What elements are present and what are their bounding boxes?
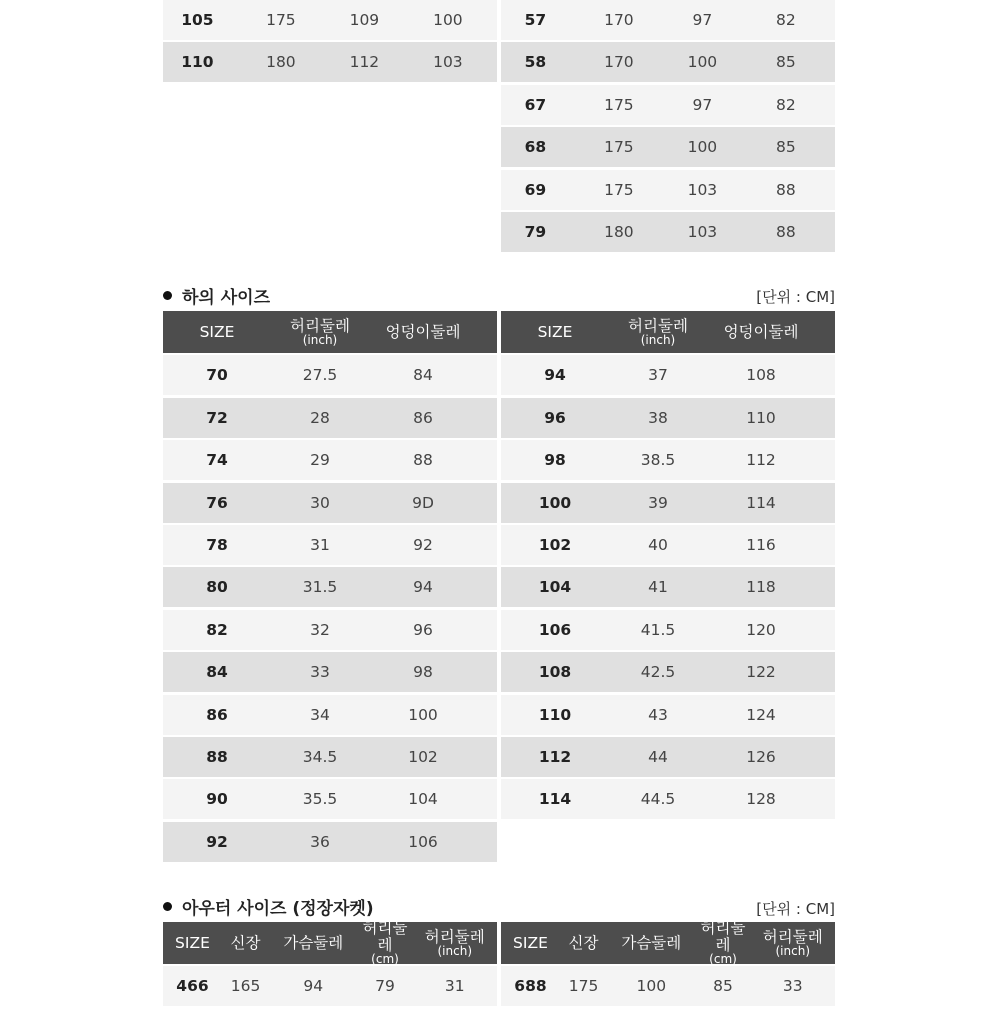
table-cell: 103	[687, 180, 718, 199]
table-cell: 37	[648, 366, 668, 385]
header-chest: 가슴둘레	[621, 933, 682, 952]
table-cell: 88	[776, 180, 796, 199]
header-size: SIZE	[513, 933, 548, 952]
table-cell: 103	[687, 222, 718, 241]
table-row	[163, 0, 497, 40]
header-waist: 허리둘레 (inch)	[628, 316, 688, 347]
table-row	[501, 42, 835, 82]
table-row	[501, 695, 835, 735]
table-row	[501, 652, 835, 692]
table-cell: 32	[310, 620, 330, 639]
outer-table-right	[501, 919, 835, 1009]
table-cell: 85	[776, 138, 796, 157]
table-row	[501, 355, 835, 395]
table-cell: 103	[433, 53, 463, 72]
table-cell: 118	[746, 578, 776, 597]
size-cell: 104	[538, 578, 572, 597]
table-cell: 100	[687, 53, 718, 72]
table-row	[163, 567, 497, 607]
size-cell: 88	[206, 747, 228, 766]
header-hip: 엉덩이둘레	[723, 322, 799, 341]
table-row	[163, 355, 497, 395]
table-cell: 114	[746, 493, 776, 512]
size-cell: 67	[524, 95, 547, 114]
table-cell: 112	[746, 451, 776, 470]
size-cell: 102	[538, 535, 572, 554]
size-cell: 57	[524, 11, 547, 29]
size-cell: 466	[176, 977, 209, 996]
table-row	[501, 440, 835, 480]
table-cell: 165	[230, 977, 261, 996]
table-row	[163, 398, 497, 438]
size-cell: 58	[524, 53, 547, 72]
table-row	[501, 170, 835, 210]
table-cell: 36	[310, 832, 330, 851]
table-cell: 108	[746, 366, 776, 385]
table-cell: 116	[746, 535, 776, 554]
header-size: SIZE	[537, 322, 573, 341]
table-cell: 100	[636, 977, 667, 996]
size-cell: 110	[181, 53, 214, 72]
size-cell: 112	[538, 747, 572, 766]
bottoms-title-text: 하의 사이즈	[182, 288, 271, 308]
table-cell: 33	[782, 977, 803, 996]
table-row	[163, 610, 497, 650]
table-row	[501, 398, 835, 438]
table-cell: 109	[349, 11, 380, 29]
table-cell: 100	[687, 138, 718, 157]
bullet-icon	[163, 902, 172, 911]
table-row	[163, 42, 497, 82]
outer-section-title	[163, 894, 374, 919]
table-row	[501, 85, 835, 125]
table-row	[501, 212, 835, 252]
size-cell: 68	[524, 138, 547, 157]
table-cell: 86	[413, 408, 433, 427]
size-cell: 105	[181, 11, 214, 29]
table-cell: 180	[604, 222, 634, 241]
table-cell: 30	[310, 493, 330, 512]
table-cell: 44.5	[640, 790, 676, 809]
table-row	[501, 525, 835, 565]
table-row	[501, 0, 835, 40]
table-cell: 128	[746, 790, 776, 809]
size-cell: 86	[206, 705, 228, 724]
table-row	[163, 695, 497, 735]
table-cell: 180	[266, 53, 296, 72]
size-cell: 74	[206, 451, 228, 470]
size-cell: 78	[206, 535, 228, 554]
header-height: 신장	[568, 933, 599, 952]
size-cell: 90	[206, 790, 228, 809]
table-cell: 122	[746, 663, 776, 682]
table-cell: 41	[648, 578, 668, 597]
header-height: 신장	[230, 933, 261, 952]
table-cell: 38.5	[640, 451, 676, 470]
table-cell: 39	[648, 493, 668, 512]
table-row	[501, 737, 835, 777]
table-cell: 175	[604, 180, 634, 199]
table-header	[163, 919, 497, 966]
table-cell: 102	[408, 747, 438, 766]
table-row	[501, 483, 835, 523]
size-cell: 108	[538, 663, 572, 682]
table-cell: 34.5	[302, 747, 338, 766]
table-cell: 110	[746, 408, 776, 427]
table-cell: 79	[375, 977, 395, 996]
size-cell: 688	[514, 977, 547, 996]
table-cell: 98	[413, 663, 433, 682]
table-cell: 9D	[412, 493, 434, 512]
header-size: SIZE	[199, 322, 235, 341]
table-cell: 120	[746, 620, 776, 639]
table-cell: 27.5	[302, 366, 338, 385]
outer-title-text: 아우터 사이즈 (정장자켓)	[182, 899, 374, 919]
table-cell: 40	[648, 535, 668, 554]
table-cell: 43	[648, 705, 668, 724]
size-cell: 98	[544, 451, 566, 470]
table-cell: 175	[604, 95, 634, 114]
table-cell: 85	[713, 977, 733, 996]
table-cell: 175	[604, 138, 634, 157]
table-cell: 31	[310, 535, 330, 554]
size-cell: 92	[206, 832, 228, 851]
table-header	[501, 311, 835, 353]
size-cell: 80	[206, 578, 228, 597]
table-row	[163, 483, 497, 523]
size-cell: 72	[206, 408, 228, 427]
bottoms-table-right	[501, 311, 835, 822]
table-cell: 31	[444, 977, 465, 996]
bottoms-unit-label: [단위 : CM]	[756, 288, 835, 306]
table-cell: 38	[648, 408, 668, 427]
table-cell: 94	[303, 977, 324, 996]
table-cell: 85	[776, 53, 796, 72]
table-cell: 97	[692, 95, 713, 114]
table-cell: 104	[408, 790, 438, 809]
table-cell: 100	[433, 11, 463, 29]
table-cell: 100	[408, 705, 438, 724]
outer-table-left	[163, 919, 497, 1009]
table-cell: 82	[776, 11, 796, 29]
header-chest: 가슴둘레	[283, 933, 344, 952]
table-row	[163, 525, 497, 565]
table-cell: 28	[310, 408, 330, 427]
table-row	[163, 652, 497, 692]
table-cell: 170	[604, 11, 634, 29]
size-cell: 79	[524, 222, 547, 241]
size-cell: 100	[538, 493, 572, 512]
table-cell: 88	[776, 222, 796, 241]
table-row	[163, 779, 497, 819]
table-cell: 124	[746, 705, 776, 724]
table-cell: 112	[349, 53, 380, 72]
header-size: SIZE	[175, 933, 210, 952]
top-size-table-right	[501, 0, 835, 254]
size-cell: 94	[544, 366, 566, 385]
header-hip: 엉덩이둘레	[385, 322, 461, 341]
table-row	[501, 610, 835, 650]
table-row	[501, 779, 835, 819]
header-waist-cm: 허리둘레 (cm)	[362, 919, 408, 966]
top-size-table-left	[163, 0, 497, 85]
table-cell: 94	[413, 578, 433, 597]
table-cell: 126	[746, 747, 776, 766]
table-cell: 41.5	[640, 620, 676, 639]
table-cell: 97	[692, 11, 713, 29]
header-waist-inch: 허리둘레 (inch)	[762, 927, 823, 958]
table-row	[163, 966, 497, 1006]
table-cell: 29	[310, 451, 330, 470]
table-cell: 92	[413, 535, 433, 554]
table-row	[501, 567, 835, 607]
table-cell: 42.5	[640, 663, 676, 682]
size-cell: 69	[524, 180, 547, 199]
table-cell: 84	[413, 366, 433, 385]
bottoms-section-title	[163, 283, 270, 308]
size-cell: 82	[206, 620, 228, 639]
size-cell: 84	[206, 663, 228, 682]
outer-unit-label: [단위 : CM]	[756, 900, 835, 918]
table-cell: 175	[266, 11, 296, 29]
bottoms-table-left	[163, 311, 497, 864]
table-cell: 96	[413, 620, 433, 639]
table-cell: 34	[310, 705, 330, 724]
table-row	[163, 822, 497, 862]
table-cell: 33	[310, 663, 330, 682]
header-waist-inch: 허리둘레 (inch)	[424, 927, 485, 958]
header-waist-cm: 허리둘레 (cm)	[700, 919, 746, 966]
table-cell: 35.5	[302, 790, 338, 809]
header-waist: 허리둘레 (inch)	[290, 316, 350, 347]
table-row	[501, 966, 835, 1006]
table-row	[501, 127, 835, 167]
table-header	[163, 311, 497, 353]
table-cell: 106	[408, 832, 438, 851]
table-cell: 170	[604, 53, 634, 72]
table-cell: 82	[776, 95, 796, 114]
size-cell: 110	[538, 705, 572, 724]
size-cell: 70	[206, 366, 228, 385]
size-cell: 114	[538, 790, 572, 809]
size-cell: 106	[538, 620, 572, 639]
bullet-icon	[163, 291, 172, 300]
table-cell: 31.5	[302, 578, 338, 597]
table-cell: 44	[648, 747, 668, 766]
table-cell: 175	[568, 977, 599, 996]
size-cell: 76	[206, 493, 228, 512]
table-row	[163, 440, 497, 480]
size-cell: 96	[544, 408, 566, 427]
table-row	[163, 737, 497, 777]
table-cell: 88	[413, 451, 433, 470]
table-header	[501, 919, 835, 966]
